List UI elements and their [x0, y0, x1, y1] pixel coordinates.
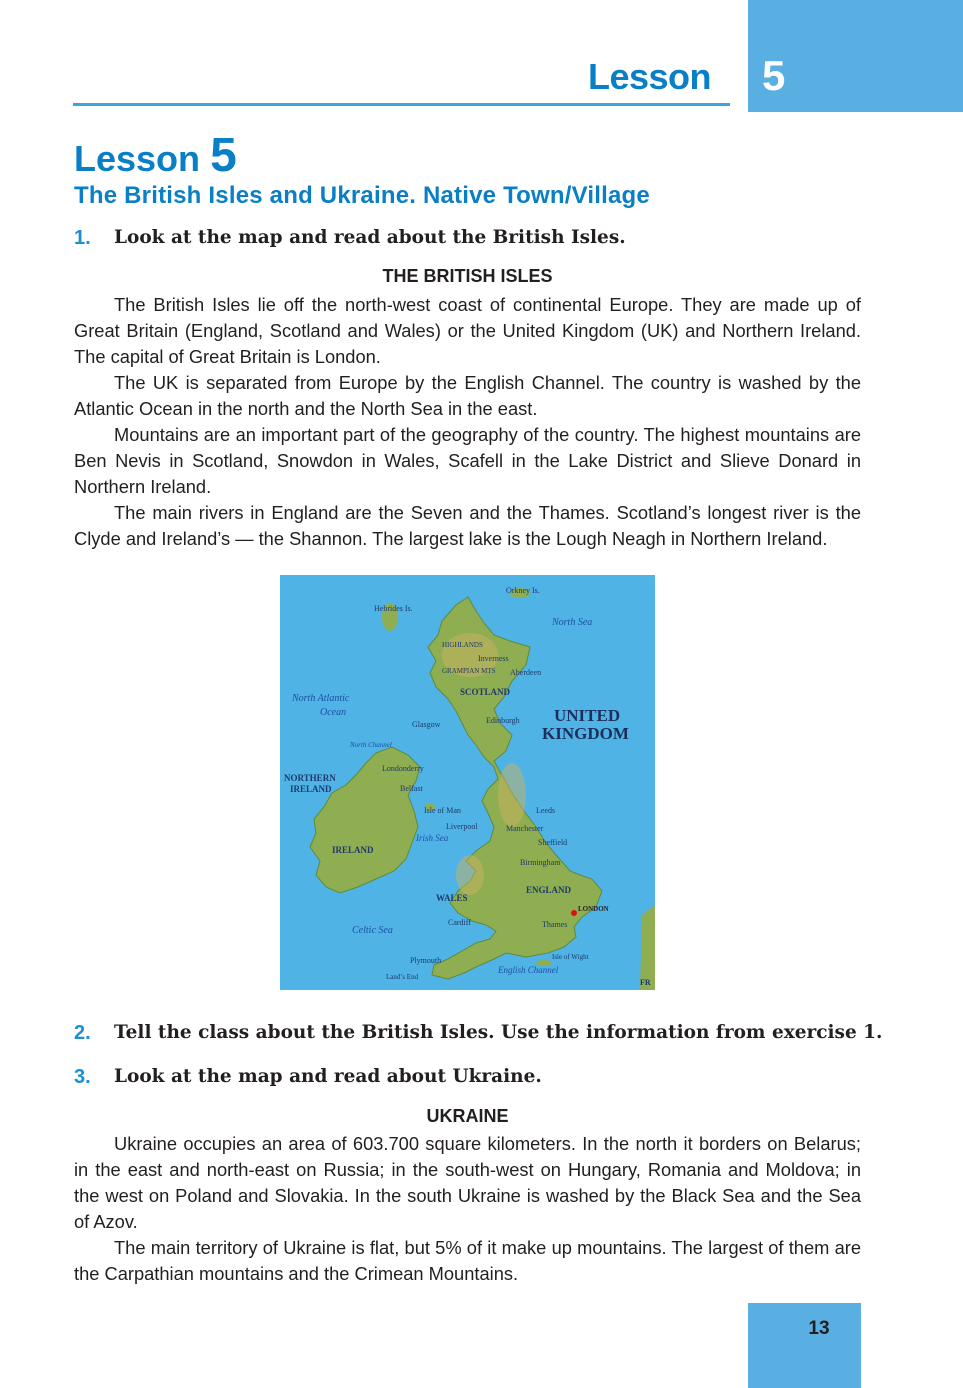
lesson-title-label: Lesson	[74, 138, 201, 179]
label-ireland: IRELAND	[332, 845, 374, 855]
label-hebrides: Hebrides Is.	[374, 604, 413, 613]
label-birmingham: Birmingham	[520, 858, 561, 867]
label-united: UNITED	[554, 706, 621, 725]
label-north-sea: North Sea	[552, 617, 593, 628]
british-isles-text	[74, 292, 861, 552]
label-france: FR	[640, 978, 651, 987]
page-number: 13	[808, 1318, 830, 1339]
cambrian-relief	[456, 855, 484, 895]
task-number: 3.	[74, 1066, 91, 1088]
label-manchester: Manchester	[506, 824, 544, 833]
paragraph: The main territory of Ukraine is flat, but 5% of it make up mountains. The largest of them are the Carpathian mountains and the Crimean Mountains.	[74, 1237, 861, 1284]
label-thames: Thames	[542, 920, 568, 929]
lesson-subtitle: The British Isles and Ukraine. Native Town/Village	[74, 182, 650, 209]
task-number: 2.	[74, 1022, 91, 1044]
task-text: Look at the map and read about the British Isles.	[114, 227, 626, 248]
label-sheffield: Sheffield	[538, 838, 568, 847]
task-number: 1.	[74, 227, 91, 249]
label-edinburgh: Edinburgh	[486, 716, 520, 725]
task-text: Tell the class about the British Isles. Use the information from exercise 1.	[114, 1022, 883, 1043]
ukraine-text	[74, 1131, 861, 1287]
label-london: LONDON	[578, 905, 609, 913]
label-north-channel: North Channel	[350, 741, 392, 749]
label-scotland: SCOTLAND	[460, 687, 511, 697]
british-isles-map	[280, 575, 655, 990]
label-leeds: Leeds	[536, 806, 556, 815]
section-heading-ukraine: UKRAINE	[426, 1106, 509, 1126]
section-heading-british-isles: THE BRITISH ISLES	[382, 266, 553, 286]
label-glasgow: Glasgow	[412, 720, 441, 729]
label-lands-end: Land’s End	[386, 973, 419, 981]
label-grampian: GRAMPIAN MTS	[442, 667, 496, 675]
header-lesson-number: 5	[762, 52, 786, 99]
label-highlands: HIGHLANDS	[442, 641, 483, 649]
map-svg	[280, 575, 655, 990]
task-text: Look at the map and read about Ukraine.	[114, 1066, 542, 1087]
header-rule	[73, 103, 730, 106]
paragraph: The main rivers in England are the Seven and the Thames. Scotland’s longest river is the Clyde and Ireland’s — the Shannon. The largest lake is the Lough Neagh in Northern Ireland.	[74, 502, 861, 549]
header-lesson-label: Lesson	[587, 56, 711, 97]
label-english-channel: English Channel	[498, 965, 559, 975]
label-northern: NORTHERN	[284, 773, 336, 783]
paragraph: Mountains are an important part of the geography of the country. The highest mountains are Ben Nevis in Scotland, Snowdon in Wales, Scafell in the Lake District and Slieve Donard in Northern Ireland.	[74, 424, 861, 497]
lesson-title	[74, 128, 237, 183]
label-cardiff: Cardiff	[448, 918, 471, 927]
paragraph: The British Isles lie off the north-west coast of continental Europe. They are made up of Great Britain (England, Scotland and Wales) or the United Kingdom (UK) and Northern Ireland. The capital of Great Britain is London.	[74, 294, 861, 367]
label-wales: WALES	[436, 893, 468, 903]
label-plymouth: Plymouth	[410, 956, 442, 965]
lesson-title-number: 5	[210, 129, 237, 182]
label-belfast: Belfast	[400, 784, 423, 793]
label-aberdeen: Aberdeen	[510, 668, 542, 677]
label-isle-of-wight: Isle of Wight	[552, 953, 589, 961]
label-england: ENGLAND	[526, 885, 572, 895]
label-inverness: Inverness	[478, 654, 509, 663]
label-orkney: Orkney Is.	[506, 586, 540, 595]
label-celtic-sea: Celtic Sea	[352, 925, 393, 936]
label-isle-of-man: Isle of Man	[424, 806, 461, 815]
page-number-box	[748, 1303, 861, 1388]
label-atlantic-ocean: Ocean	[320, 707, 347, 718]
label-londonderry: Londonderry	[382, 764, 424, 773]
label-irish-sea: Irish Sea	[416, 833, 449, 843]
label-atlantic: North Atlantic	[292, 693, 350, 704]
paragraph: The UK is separated from Europe by the English Channel. The country is washed by the Atlantic Ocean in the north and the North Sea in the east.	[74, 372, 861, 419]
paragraph: Ukraine occupies an area of 603.700 square kilometers. In the north it borders on Belarus; in the east and north-east on Russia; in the south-west on Hungary, Romania and Moldova; in the west on Poland and Slovakia. In the south Ukraine is washed by the Black Sea and the Sea of Azov.	[74, 1133, 861, 1232]
pennines-relief	[498, 763, 526, 827]
label-kingdom: KINGDOM	[542, 724, 629, 743]
label-ireland-north: IRELAND	[290, 784, 332, 794]
label-liverpool: Liverpool	[446, 822, 478, 831]
london-marker	[571, 910, 577, 916]
